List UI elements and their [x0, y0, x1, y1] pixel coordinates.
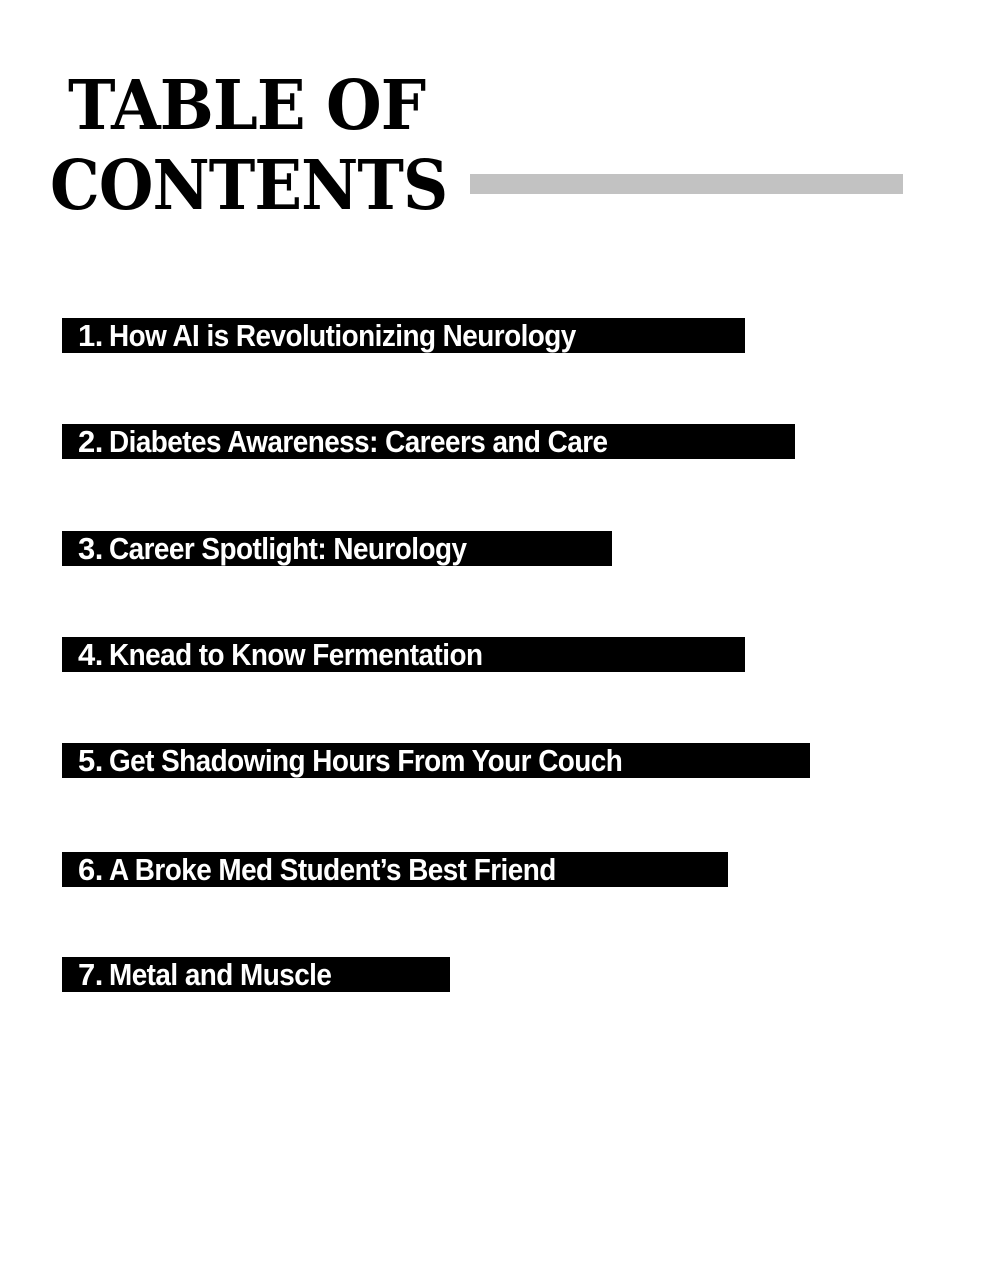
toc-item-number: 1.: [78, 318, 103, 353]
toc-item-number: 6.: [78, 852, 103, 887]
toc-item-title: Metal and Muscle: [108, 957, 332, 992]
toc-item-4[interactable]: [62, 637, 745, 672]
toc-item-title: Career Spotlight: Neurology: [108, 531, 467, 566]
toc-item-2[interactable]: [62, 424, 795, 459]
page-title-line-2: CONTENTS: [50, 146, 448, 226]
toc-item-title: Diabetes Awareness: Careers and Care: [108, 424, 608, 459]
toc-item-number: 3.: [78, 531, 103, 566]
toc-item-title: How AI is Revolutionizing Neurology: [108, 318, 576, 353]
toc-item-number: 5.: [78, 743, 103, 778]
toc-item-number: 4.: [78, 637, 103, 672]
toc-item-3[interactable]: [62, 531, 612, 566]
toc-item-6[interactable]: [62, 852, 728, 887]
toc-item-title: Knead to Know Fermentation: [108, 637, 483, 672]
toc-item-7[interactable]: [62, 957, 450, 992]
toc-item-number: 2.: [78, 424, 103, 459]
page-title-line-1: TABLE OF: [68, 66, 426, 146]
toc-item-5[interactable]: [62, 743, 810, 778]
toc-item-number: 7.: [78, 957, 103, 992]
toc-item-title: Get Shadowing Hours From Your Couch: [108, 743, 623, 778]
toc-item-title: A Broke Med Student’s Best Friend: [108, 852, 556, 887]
toc-item-1[interactable]: [62, 318, 745, 353]
